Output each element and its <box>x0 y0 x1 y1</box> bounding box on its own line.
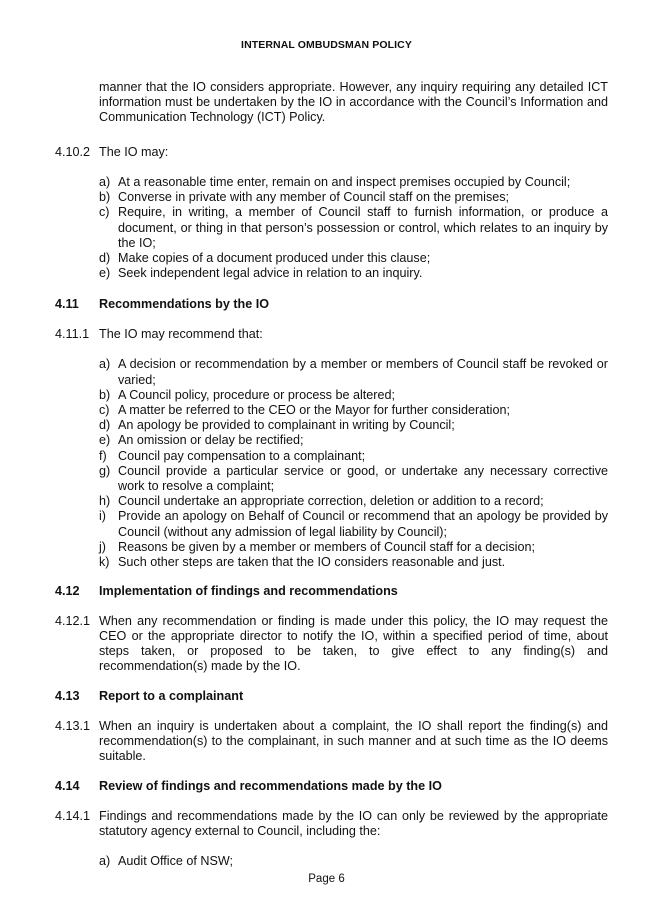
list-text: Converse in private with any member of Council staff on the premises; <box>118 190 510 205</box>
clause-text: The IO may: <box>99 145 169 159</box>
list-marker: k) <box>99 555 110 570</box>
document-header: INTERNAL OMBUDSMAN POLICY <box>241 39 412 51</box>
clause-number: 4.12.1 <box>55 614 91 629</box>
list-item <box>99 464 608 494</box>
clause-number: 4.13.1 <box>55 719 91 734</box>
list-item <box>99 205 608 251</box>
clause-number: 4.10.2 <box>55 145 91 159</box>
section-heading-4-14 <box>55 779 608 794</box>
clause-4-10-2 <box>55 145 608 160</box>
list-marker: f) <box>99 448 107 463</box>
list-marker: b) <box>99 190 111 205</box>
list-item <box>99 433 608 448</box>
list-marker: d) <box>99 251 111 266</box>
list-text: A matter be referred to the CEO or the Mayor for further consideration; <box>118 403 510 418</box>
section-number: 4.11 <box>55 297 79 312</box>
list-marker: d) <box>99 418 111 433</box>
list-marker: e) <box>99 266 111 281</box>
list-text: Council pay compensation to a complainant; <box>118 448 366 463</box>
section-title: Review of findings and recommendations made by the IO <box>99 779 442 794</box>
list-marker: e) <box>99 433 111 448</box>
list-4-14-1 <box>99 854 608 869</box>
list-item <box>99 509 608 539</box>
clause-4-14-1 <box>55 809 608 839</box>
section-number: 4.14 <box>55 779 80 794</box>
list-item <box>99 266 608 281</box>
list-text: At a reasonable time enter, remain on and inspect premises occupied by Council; <box>118 175 571 189</box>
list-marker: c) <box>99 403 110 418</box>
list-marker: i) <box>99 509 106 524</box>
clause-4-12-1 <box>55 614 608 674</box>
list-marker: b) <box>99 387 111 402</box>
list-text: Require, in writing, a member of Council staff to furnish information, or produce a document, or thing in that person’s possession or control, which relates to an inquiry by the IO; <box>118 205 608 250</box>
page-body <box>55 80 608 869</box>
list-marker: h) <box>99 494 111 509</box>
list-item <box>99 418 608 433</box>
clause-text: The IO may recommend that: <box>99 327 263 342</box>
section-heading-4-11 <box>55 297 608 312</box>
list-item <box>99 494 608 509</box>
list-text: Seek independent legal advice in relation to an inquiry. <box>118 266 423 281</box>
list-item <box>99 403 608 418</box>
list-text: Provide an apology on Behalf of Council or recommend that an apology be provided by Council (without any admission of legal liability by Council); <box>118 509 608 539</box>
list-4-10-2 <box>99 175 608 281</box>
list-text: Council undertake an appropriate correction, deletion or addition to a record; <box>118 494 544 509</box>
list-marker: c) <box>99 205 110 220</box>
list-text: Such other steps are taken that the IO considers reasonable and just. <box>118 555 506 570</box>
section-heading-4-12 <box>55 584 608 599</box>
list-item <box>99 449 608 464</box>
section-title: Implementation of findings and recommendations <box>99 584 398 599</box>
list-item <box>99 357 608 387</box>
clause-text: When an inquiry is undertaken about a complaint, the IO shall report the finding(s) and recommendation(s) to the complainant, in such manner and at such time as the IO deems suitable. <box>99 719 608 764</box>
list-text: A decision or recommendation by a member or members of Council staff be revoked or varied; <box>118 357 608 387</box>
intro-paragraph: manner that the IO considers appropriate. However, any inquiry requiring any detailed ICT information must be undertaken by the IO in accordance with the Council’s Information and Communication Technology (ICT) Policy. <box>99 80 608 124</box>
list-text: An omission or delay be rectified; <box>118 433 304 448</box>
clause-number: 4.11.1 <box>55 327 90 342</box>
list-text: Audit Office of NSW; <box>118 854 234 869</box>
list-item <box>99 175 608 190</box>
section-title: Recommendations by the IO <box>99 297 270 312</box>
list-4-11-1 <box>99 357 608 570</box>
clause-text: Findings and recommendations made by the IO can only be reviewed by the appropriate statutory agency external to Council, including the: <box>99 809 608 839</box>
list-item <box>99 388 608 403</box>
list-text: Reasons be given by a member or members of Council staff for a decision; <box>118 539 535 554</box>
list-text: Council provide a particular service or good, or undertake any necessary corrective work to resolve a complaint; <box>118 463 608 494</box>
list-marker: a) <box>99 854 111 869</box>
list-marker: j) <box>99 539 106 554</box>
section-number: 4.13 <box>55 689 80 704</box>
section-heading-4-13 <box>55 689 608 704</box>
clause-4-11-1 <box>55 327 608 342</box>
clause-4-13-1 <box>55 719 608 764</box>
page-number: Page 6 <box>308 873 345 885</box>
clause-number: 4.14.1 <box>55 809 91 824</box>
list-marker: a) <box>99 175 111 189</box>
list-text: Make copies of a document produced under this clause; <box>118 251 431 266</box>
list-item <box>99 555 608 570</box>
list-text: An apology be provided to complainant in writing by Council; <box>118 418 455 433</box>
list-item <box>99 540 608 555</box>
section-number: 4.12 <box>55 584 80 599</box>
list-item <box>99 251 608 266</box>
clause-text: When any recommendation or finding is made under this policy, the IO may request the CEO or the appropriate director to notify the IO, within a specified period of time, about steps taken, or proposed to be taken, to give effect to any finding(s) and recommendation(s) made by the IO. <box>99 614 608 674</box>
list-marker: g) <box>99 463 111 478</box>
list-item <box>99 190 608 205</box>
list-text: A Council policy, procedure or process be altered; <box>118 387 395 402</box>
section-title: Report to a complainant <box>99 689 244 704</box>
list-marker: a) <box>99 357 111 372</box>
list-item <box>99 854 608 869</box>
